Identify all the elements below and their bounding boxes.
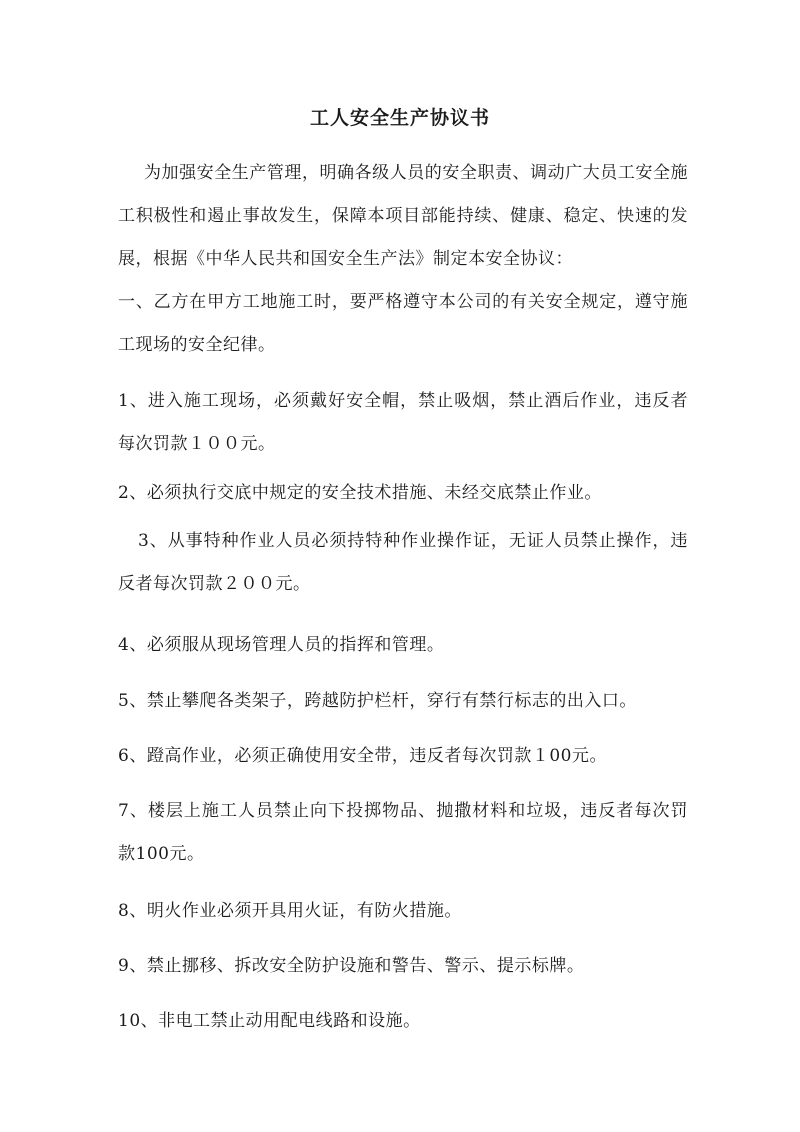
rule-item-7: 7、楼层上施工人员禁止向下投掷物品、抛撒材料和垃圾，违反者每次罚款100元。 [118, 801, 688, 864]
rule-item-1: 1、进入施工现场，必须戴好安全帽，禁止吸烟，禁止酒后作业，违反者每次罚款１００元。 [118, 391, 688, 454]
rule-item-10: 10、非电工禁止动用配电线路和设施。 [118, 1011, 421, 1031]
rule-item-3: 3、从事特种作业人员必须持特种作业操作证，无证人员禁止操作，违反者每次罚款２００元。 [118, 531, 688, 594]
document-title: 工人安全生产协议书 [309, 107, 490, 129]
rule-item-6: 6、蹬高作业，必须正确使用安全带，违反者每次罚款１00元。 [118, 746, 607, 766]
rule-item-4: 4、必须服从现场管理人员的指挥和管理。 [118, 635, 445, 655]
rule-item-9: 9、禁止挪移、拆改安全防护设施和警告、警示、提示标牌。 [118, 956, 585, 976]
clause-one-paragraph: 一、乙方在甲方工地施工时，要严格遵守本公司的有关安全规定，遵守施工现场的安全纪律。 [118, 292, 688, 355]
rule-item-2: 2、必须执行交底中规定的安全技术措施、未经交底禁止作业。 [118, 483, 602, 503]
rule-item-8: 8、明火作业必须开具用火证，有防火措施。 [118, 901, 462, 921]
rule-item-5: 5、禁止攀爬各类架子，跨越防护栏杆，穿行有禁行标志的出入口。 [118, 691, 637, 711]
intro-paragraph: 为加强安全生产管理，明确各级人员的安全职责、调动广大员工安全施工积极性和遏止事故发生，保障本项目部能持续、健康、稳定、快速的发展，根据《中华人民共和国安全生产法》制定本安全协议： [118, 163, 688, 269]
